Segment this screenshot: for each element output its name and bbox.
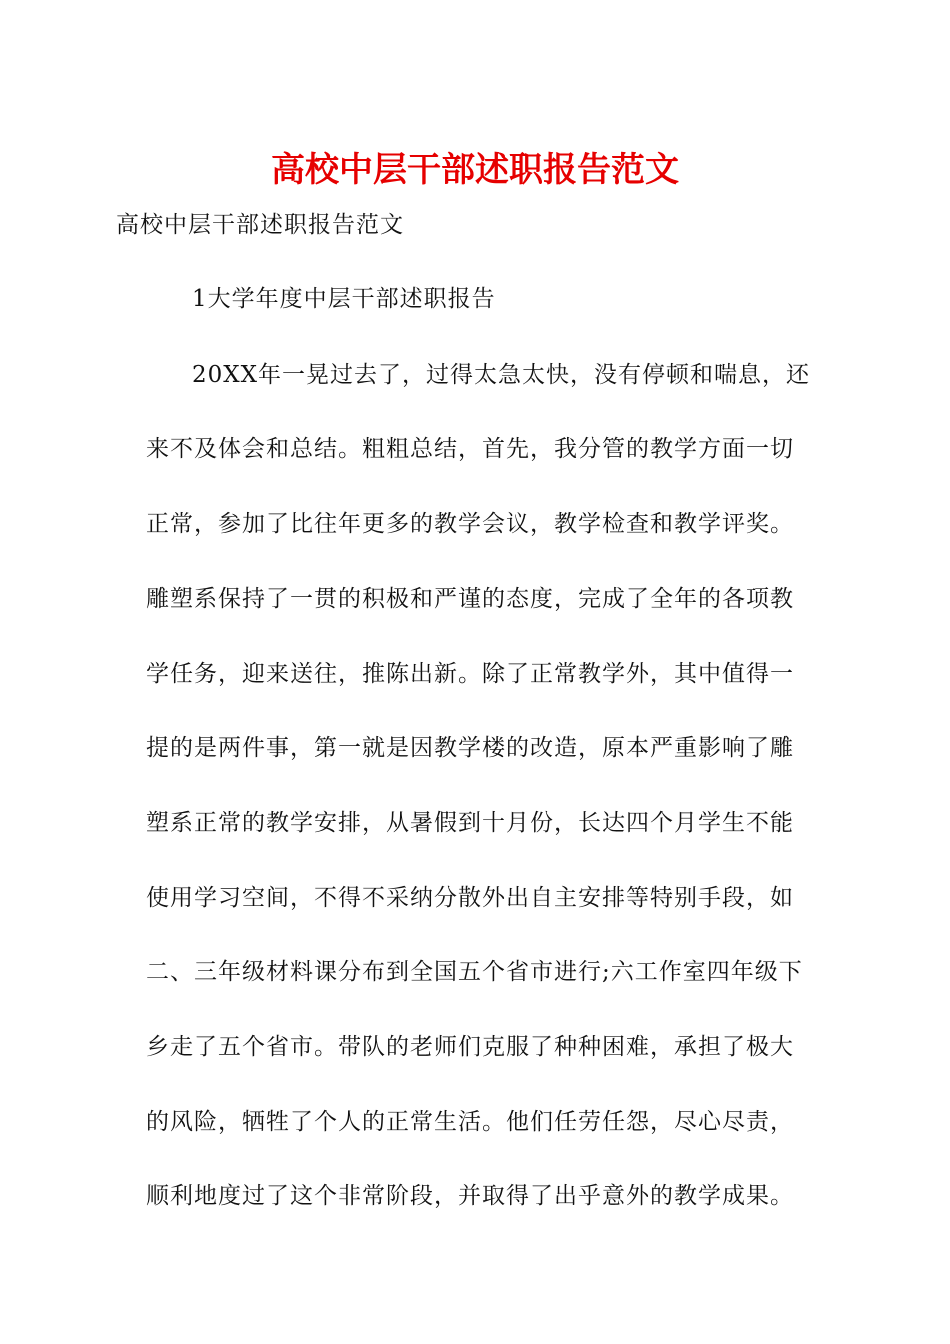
paragraph-line: 二、三年级材料课分布到全国五个省市进行;六工作室四年级下 [146, 959, 803, 985]
paragraph-line: 20XX年一晃过去了，过得太急太快，没有停顿和喘息，还 [192, 362, 811, 388]
paragraph-line: 顺利地度过了这个非常阶段，并取得了出乎意外的教学成果。 [146, 1183, 794, 1209]
document-title: 高校中层干部述职报告范文 [271, 150, 679, 190]
paragraph-line: 来不及体会和总结。粗粗总结，首先，我分管的教学方面一切 [146, 436, 794, 462]
document-subtitle: 高校中层干部述职报告范文 [116, 212, 404, 238]
paragraph-line: 塑系正常的教学安排，从暑假到十月份，长达四个月学生不能 [146, 810, 794, 836]
paragraph-line: 提的是两件事，第一就是因教学楼的改造，原本严重影响了雕 [146, 735, 794, 761]
paragraph-line: 乡走了五个省市。带队的老师们克服了种种困难，承担了极大 [146, 1034, 794, 1060]
section-heading: 1大学年度中层干部述职报告 [192, 286, 496, 312]
paragraph-line: 使用学习空间，不得不采纳分散外出自主安排等特别手段，如 [146, 885, 794, 911]
paragraph-line: 正常，参加了比往年更多的教学会议，教学检查和教学评奖。 [146, 511, 794, 537]
paragraph-line: 学任务，迎来送往，推陈出新。除了正常教学外，其中值得一 [146, 661, 794, 687]
paragraph-line: 的风险，牺牲了个人的正常生活。他们任劳任怨，尽心尽责， [146, 1109, 794, 1135]
paragraph-line: 雕塑系保持了一贯的积极和严谨的态度，完成了全年的各项教 [146, 586, 794, 612]
